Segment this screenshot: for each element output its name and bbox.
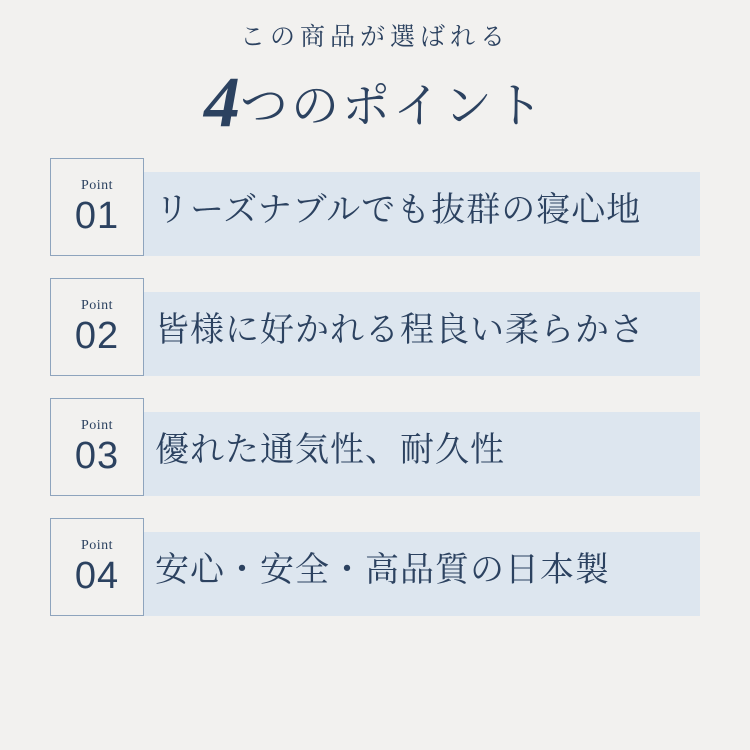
point-text: 皆様に好かれる程良い柔らかさ	[155, 312, 645, 349]
point-badge-label: Point	[80, 417, 114, 433]
point-text: リーズナブルでも抜群の寝心地	[155, 192, 642, 229]
page-header	[0, 0, 750, 142]
page-title	[0, 61, 750, 142]
point-badge-number: 03	[74, 434, 120, 477]
points-list	[0, 158, 750, 616]
point-badge-label: Point	[80, 537, 114, 553]
point-text: 優れた通気性、耐久性	[155, 432, 505, 469]
point-badge	[50, 278, 144, 376]
point-badge-label: Point	[80, 177, 114, 193]
list-item	[0, 158, 750, 256]
point-badge-number: 01	[74, 194, 120, 237]
point-badge-number: 02	[74, 314, 120, 357]
list-item	[0, 278, 750, 376]
point-text: 安心・安全・高品質の日本製	[155, 552, 610, 589]
header-main-text: つのポイント	[239, 79, 546, 133]
point-badge	[50, 518, 144, 616]
point-badge-label: Point	[80, 297, 114, 313]
list-item	[0, 398, 750, 496]
header-number: 4	[203, 61, 240, 142]
list-item	[0, 518, 750, 616]
point-badge	[50, 158, 144, 256]
point-badge-number: 04	[74, 554, 120, 597]
header-subtitle: この商品が選ばれる	[239, 24, 510, 51]
point-badge	[50, 398, 144, 496]
